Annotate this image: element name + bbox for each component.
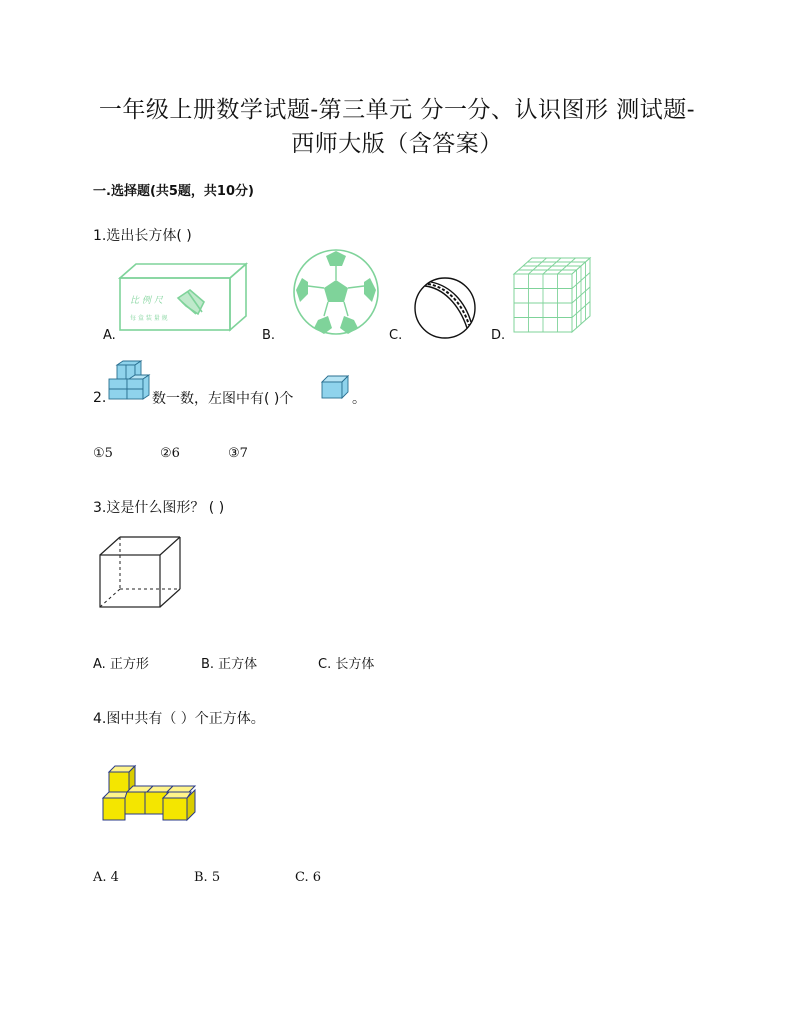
title-line-2: 西师大版（含答案） xyxy=(291,131,503,157)
q1-cube-grid-image xyxy=(512,256,592,334)
q1-box-text-1: 比 例 尺 xyxy=(130,296,163,306)
q3-stem: 3.这是什么图形？ ( ) xyxy=(93,500,225,516)
q4-stem: 4.图中共有（ ）个正方体。 xyxy=(93,711,265,727)
q1-option-d[interactable]: D. xyxy=(491,328,506,343)
q2-option-1[interactable]: ①5 xyxy=(93,446,113,461)
q1-ball-image xyxy=(413,276,477,340)
q3-option-c[interactable]: C. 长方体 xyxy=(318,657,375,672)
q4-yellow-cubes-image xyxy=(101,764,199,824)
q4-option-a[interactable]: A. 4 xyxy=(93,870,119,885)
q3-option-b[interactable]: B. 正方体 xyxy=(201,657,258,672)
q4-option-c[interactable]: C. 6 xyxy=(295,870,322,885)
q3-option-a[interactable]: A. 正方形 xyxy=(93,657,149,672)
q1-option-b[interactable]: B. xyxy=(262,328,276,343)
q1-box-text-2: 每 盒 装 量 规 xyxy=(130,315,168,322)
q1-box-image xyxy=(118,262,250,334)
q2-number: 2. xyxy=(93,390,107,406)
section-heading: 一.选择题(共5题，共10分) xyxy=(93,184,254,199)
title-line-1: 一年级上册数学试题-第三单元 分一分、认识图形 测试题- xyxy=(98,97,696,123)
q2-option-3[interactable]: ③7 xyxy=(228,446,248,461)
q2-stem-text: 数一数，左图中有( )个 xyxy=(152,391,294,407)
q1-stem: 1.选出长方体( ) xyxy=(93,228,192,244)
q2-stacked-cubes-image xyxy=(107,363,151,401)
q1-soccer-ball-image xyxy=(292,248,380,336)
q3-cube-wireframe-image xyxy=(98,535,182,610)
q1-option-a[interactable]: A. xyxy=(103,328,116,343)
q4-option-b[interactable]: B. 5 xyxy=(194,870,221,885)
q1-option-c[interactable]: C. xyxy=(389,328,403,343)
q2-stem-end: 。 xyxy=(352,391,366,407)
q2-single-cube-icon xyxy=(320,374,350,400)
q2-option-2[interactable]: ②6 xyxy=(160,446,180,461)
